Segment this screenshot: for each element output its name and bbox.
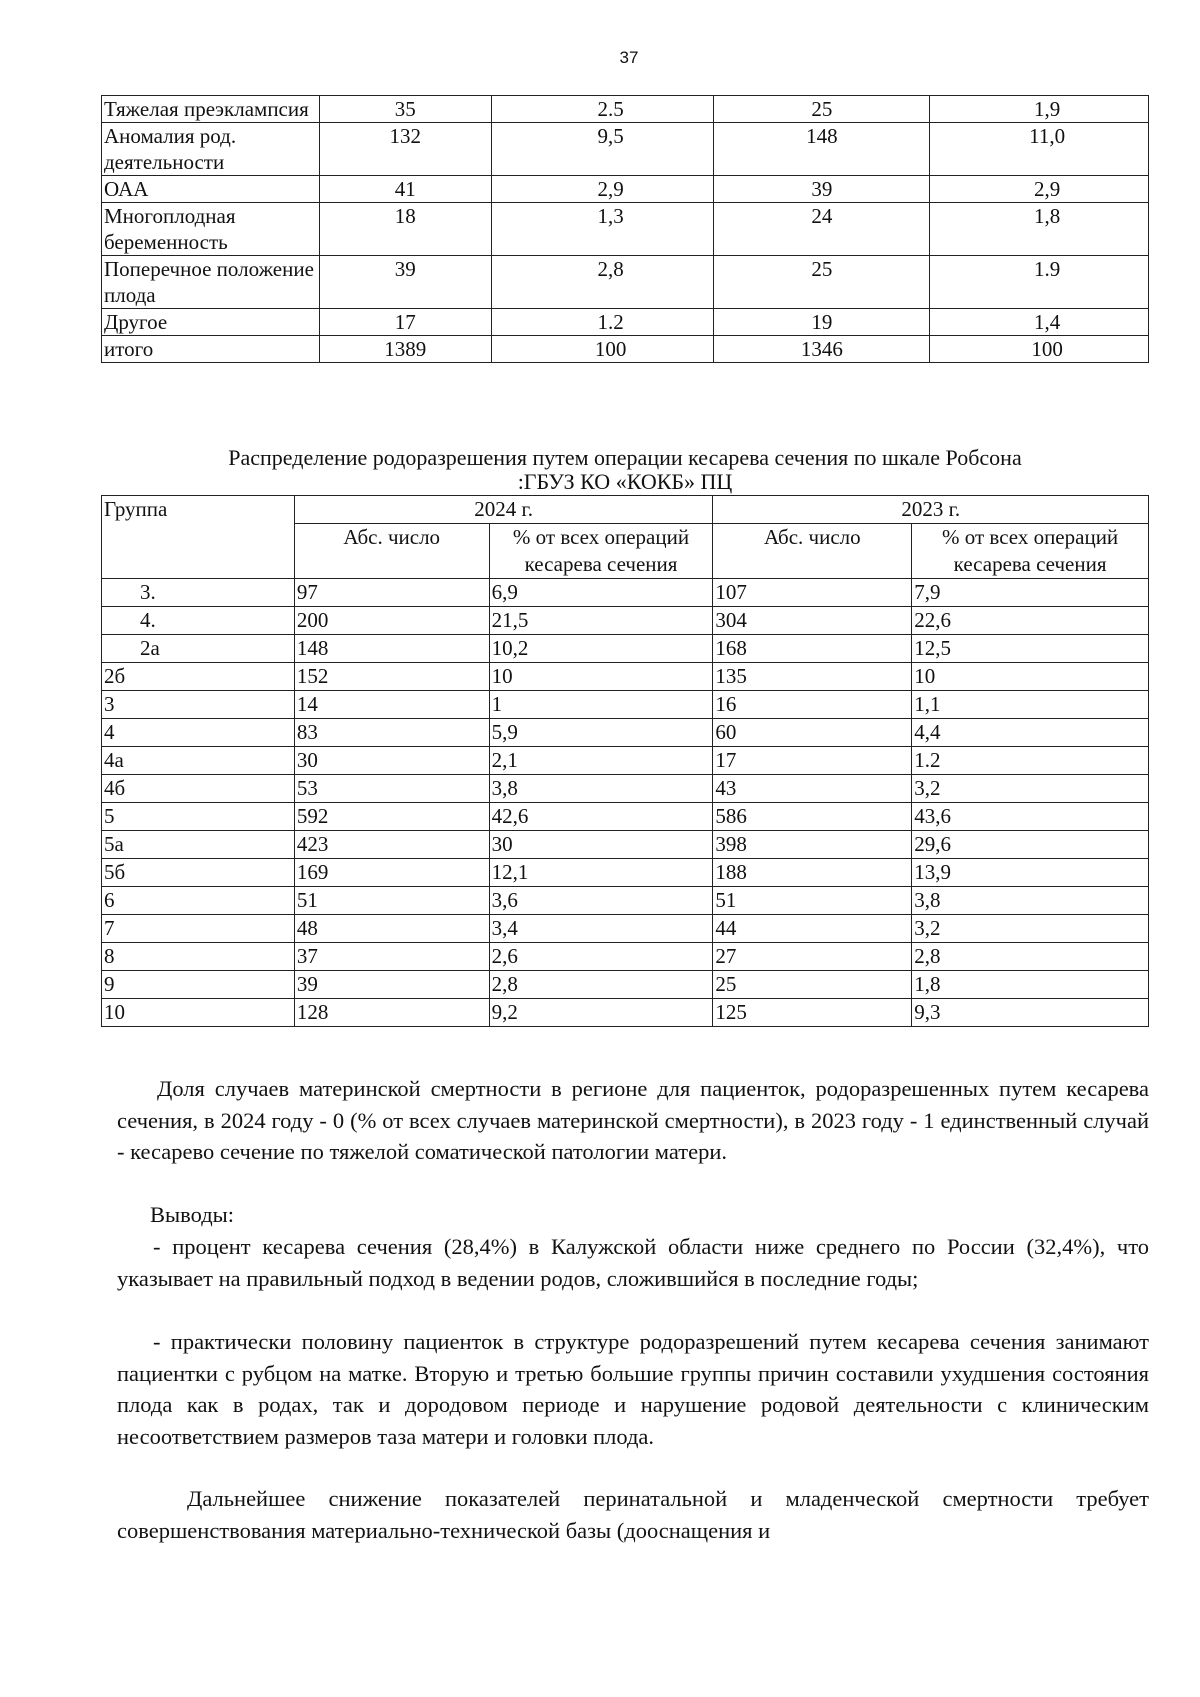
final-paragraph: Дальнейшее снижение показателей перинатальной и младенческой смертности требует совершенствования материально-технической базы (дооснащения и bbox=[117, 1486, 1149, 1543]
pct-2024: 6,9 bbox=[489, 579, 713, 607]
pct-2024: 1.2 bbox=[491, 309, 714, 336]
table-row bbox=[102, 999, 1149, 1027]
robson-group: 5б bbox=[102, 859, 295, 887]
pct-2023: 1,8 bbox=[930, 203, 1149, 256]
row-label: Другое bbox=[102, 309, 320, 336]
pct-2024: 42,6 bbox=[489, 803, 713, 831]
pct-2023: 11,0 bbox=[930, 123, 1149, 176]
robson-group: 5 bbox=[102, 803, 295, 831]
cesarean-indications-table bbox=[101, 95, 1149, 363]
table-row bbox=[102, 203, 1149, 256]
table-row bbox=[102, 831, 1149, 859]
pct-2023: 1,4 bbox=[930, 309, 1149, 336]
table-row bbox=[102, 719, 1149, 747]
pct-2023: 29,6 bbox=[912, 831, 1149, 859]
header-group: Группа bbox=[102, 496, 295, 579]
table-row bbox=[102, 887, 1149, 915]
table-row bbox=[102, 176, 1149, 203]
robson-group: 10 bbox=[102, 999, 295, 1027]
abs-2024: 51 bbox=[294, 887, 489, 915]
conclusions-label: Выводы: bbox=[150, 1202, 235, 1227]
robson-table-title-line1: Распределение родоразрешения путем операции кесарева сечения по шкале Робсона bbox=[228, 445, 1022, 470]
robson-group: 9 bbox=[102, 971, 295, 999]
abs-2023: 60 bbox=[713, 719, 912, 747]
abs-2023: 24 bbox=[714, 203, 930, 256]
pct-2024: 5,9 bbox=[489, 719, 713, 747]
abs-2024: 48 bbox=[294, 915, 489, 943]
pct-2023: 3,8 bbox=[912, 887, 1149, 915]
table-row bbox=[102, 336, 1149, 363]
abs-2023: 168 bbox=[713, 635, 912, 663]
header-2023: 2023 г. bbox=[713, 496, 1149, 524]
abs-2024: 97 bbox=[294, 579, 489, 607]
table-row bbox=[102, 579, 1149, 607]
pct-2023: 22,6 bbox=[912, 607, 1149, 635]
abs-2023: 25 bbox=[714, 96, 930, 123]
table-row bbox=[102, 96, 1149, 123]
pct-2023: 1.2 bbox=[912, 747, 1149, 775]
abs-2024: 17 bbox=[319, 309, 491, 336]
row-label: итого bbox=[102, 336, 320, 363]
pct-2023: 12,5 bbox=[912, 635, 1149, 663]
pct-2023: 100 bbox=[930, 336, 1149, 363]
table-row bbox=[102, 915, 1149, 943]
robson-group: 6 bbox=[102, 887, 295, 915]
abs-2024: 18 bbox=[319, 203, 491, 256]
abs-2023: 27 bbox=[713, 943, 912, 971]
header-2024: 2024 г. bbox=[294, 496, 713, 524]
pct-2023: 3,2 bbox=[912, 775, 1149, 803]
robson-group: 4 bbox=[102, 719, 295, 747]
robson-group: 3. bbox=[102, 579, 295, 607]
table-row bbox=[102, 747, 1149, 775]
abs-2023: 107 bbox=[713, 579, 912, 607]
abs-2024: 35 bbox=[319, 96, 491, 123]
subheader-abs-2023: Абс. число bbox=[713, 524, 912, 579]
pct-2024: 2,1 bbox=[489, 747, 713, 775]
conclusion-2: - практически половину пациенток в структуре родоразрешений путем кесарева сечения занимают пациентки с рубцом на матке. Вторую и третью большие группы причин составили ухудшения состояния плода как в родах, так и дородовом периоде и нарушение родовой деятельности с клиническим несоответствием размеров таза матери и головки плода. bbox=[117, 1329, 1149, 1449]
abs-2024: 128 bbox=[294, 999, 489, 1027]
abs-2024: 592 bbox=[294, 803, 489, 831]
row-label: Аномалия род. деятельности bbox=[102, 123, 320, 176]
robson-group: 7 bbox=[102, 915, 295, 943]
robson-group: 4а bbox=[102, 747, 295, 775]
pct-2023: 2,9 bbox=[930, 176, 1149, 203]
abs-2023: 304 bbox=[713, 607, 912, 635]
subheader-pct-2024: % от всех операций кесарева сечения bbox=[489, 524, 713, 579]
conclusion-1: - процент кесарева сечения (28,4%) в Калужской области ниже среднего по России (32,4%), что указывает на правильный подход в ведении родов, сложившийся в последние годы; bbox=[117, 1234, 1149, 1291]
table-row bbox=[102, 859, 1149, 887]
table-row bbox=[102, 943, 1149, 971]
table-row bbox=[102, 775, 1149, 803]
abs-2024: 132 bbox=[319, 123, 491, 176]
pct-2024: 21,5 bbox=[489, 607, 713, 635]
row-label: ОАА bbox=[102, 176, 320, 203]
table-row bbox=[102, 256, 1149, 309]
abs-2023: 148 bbox=[714, 123, 930, 176]
abs-2024: 37 bbox=[294, 943, 489, 971]
pct-2023: 43,6 bbox=[912, 803, 1149, 831]
abs-2023: 51 bbox=[713, 887, 912, 915]
pct-2023: 2,8 bbox=[912, 943, 1149, 971]
abs-2023: 125 bbox=[713, 999, 912, 1027]
abs-2023: 135 bbox=[713, 663, 912, 691]
abs-2023: 398 bbox=[713, 831, 912, 859]
robson-group: 5а bbox=[102, 831, 295, 859]
pct-2024: 2.5 bbox=[491, 96, 714, 123]
abs-2023: 17 bbox=[713, 747, 912, 775]
pct-2024: 3,4 bbox=[489, 915, 713, 943]
pct-2023: 13,9 bbox=[912, 859, 1149, 887]
pct-2024: 12,1 bbox=[489, 859, 713, 887]
page-number: 37 bbox=[619, 48, 639, 67]
table-row bbox=[102, 123, 1149, 176]
abs-2024: 30 bbox=[294, 747, 489, 775]
pct-2023: 9,3 bbox=[912, 999, 1149, 1027]
pct-2024: 100 bbox=[491, 336, 714, 363]
abs-2024: 53 bbox=[294, 775, 489, 803]
table-row bbox=[102, 607, 1149, 635]
pct-2023: 4,4 bbox=[912, 719, 1149, 747]
pct-2023: 1,8 bbox=[912, 971, 1149, 999]
pct-2023: 1.9 bbox=[930, 256, 1149, 309]
table-row bbox=[102, 971, 1149, 999]
abs-2023: 39 bbox=[714, 176, 930, 203]
abs-2023: 25 bbox=[713, 971, 912, 999]
pct-2023: 1,9 bbox=[930, 96, 1149, 123]
robson-table-title-line2: :ГБУЗ КО «КОКБ» ПЦ bbox=[517, 469, 733, 494]
table-row bbox=[102, 803, 1149, 831]
pct-2024: 1 bbox=[489, 691, 713, 719]
abs-2024: 423 bbox=[294, 831, 489, 859]
robson-group: 3 bbox=[102, 691, 295, 719]
abs-2024: 152 bbox=[294, 663, 489, 691]
pct-2024: 3,6 bbox=[489, 887, 713, 915]
abs-2023: 19 bbox=[714, 309, 930, 336]
pct-2024: 2,8 bbox=[491, 256, 714, 309]
abs-2024: 39 bbox=[319, 256, 491, 309]
pct-2023: 7,9 bbox=[912, 579, 1149, 607]
pct-2024: 10 bbox=[489, 663, 713, 691]
abs-2023: 188 bbox=[713, 859, 912, 887]
pct-2024: 2,8 bbox=[489, 971, 713, 999]
abs-2024: 14 bbox=[294, 691, 489, 719]
robson-table bbox=[101, 495, 1149, 1027]
pct-2023: 10 bbox=[912, 663, 1149, 691]
subheader-abs-2024: Абс. число bbox=[294, 524, 489, 579]
table-row bbox=[102, 663, 1149, 691]
abs-2024: 39 bbox=[294, 971, 489, 999]
robson-group: 8 bbox=[102, 943, 295, 971]
abs-2023: 586 bbox=[713, 803, 912, 831]
pct-2023: 1,1 bbox=[912, 691, 1149, 719]
pct-2024: 3,8 bbox=[489, 775, 713, 803]
pct-2024: 30 bbox=[489, 831, 713, 859]
pct-2024: 2,6 bbox=[489, 943, 713, 971]
row-label: Поперечное положение плода bbox=[102, 256, 320, 309]
robson-group: 4б bbox=[102, 775, 295, 803]
robson-group: 2б bbox=[102, 663, 295, 691]
abs-2023: 43 bbox=[713, 775, 912, 803]
pct-2023: 3,2 bbox=[912, 915, 1149, 943]
pct-2024: 10,2 bbox=[489, 635, 713, 663]
maternal-mortality-paragraph: Доля случаев материнской смертности в регионе для пациенток, родоразрешенных путем кесарева сечения, в 2024 году - 0 (% от всех случаев материнской смертности), в 2023 году - 1 единственный случай - кесарево сечение по тяжелой соматической патологии матери. bbox=[117, 1076, 1149, 1164]
table-row bbox=[102, 309, 1149, 336]
pct-2024: 9,5 bbox=[491, 123, 714, 176]
table-row bbox=[102, 635, 1149, 663]
abs-2023: 25 bbox=[714, 256, 930, 309]
abs-2023: 1346 bbox=[714, 336, 930, 363]
row-label: Тяжелая преэклампсия bbox=[102, 96, 320, 123]
abs-2023: 44 bbox=[713, 915, 912, 943]
robson-group: 2а bbox=[102, 635, 295, 663]
abs-2024: 169 bbox=[294, 859, 489, 887]
pct-2024: 2,9 bbox=[491, 176, 714, 203]
table-row bbox=[102, 691, 1149, 719]
abs-2023: 16 bbox=[713, 691, 912, 719]
row-label: Многоплодная беременность bbox=[102, 203, 320, 256]
pct-2024: 9,2 bbox=[489, 999, 713, 1027]
abs-2024: 83 bbox=[294, 719, 489, 747]
abs-2024: 1389 bbox=[319, 336, 491, 363]
abs-2024: 148 bbox=[294, 635, 489, 663]
subheader-pct-2023: % от всех операций кесарева сечения bbox=[912, 524, 1149, 579]
pct-2024: 1,3 bbox=[491, 203, 714, 256]
robson-group: 4. bbox=[102, 607, 295, 635]
abs-2024: 200 bbox=[294, 607, 489, 635]
abs-2024: 41 bbox=[319, 176, 491, 203]
